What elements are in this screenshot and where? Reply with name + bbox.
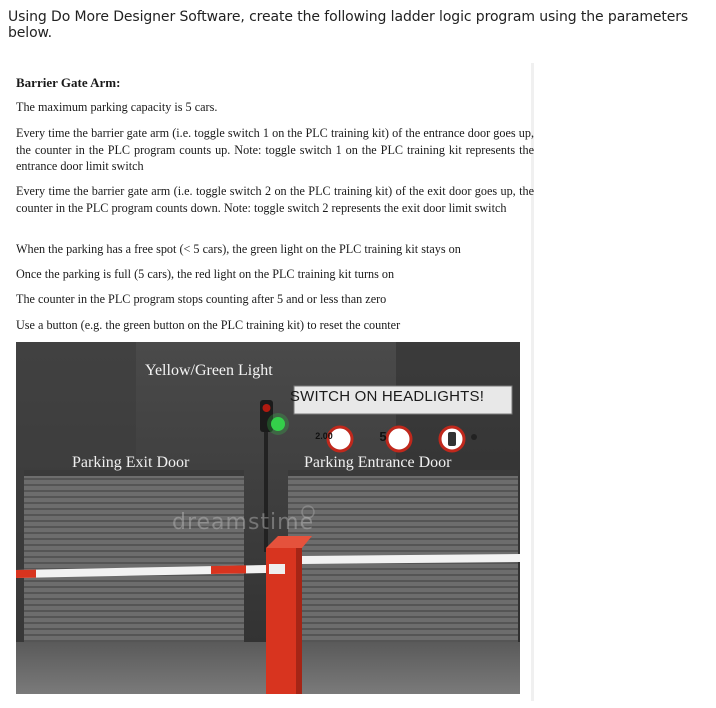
paragraph-capacity: The maximum parking capacity is 5 cars. [16,100,218,114]
traffic-light-red [263,404,271,412]
paragraph-reset: Use a button (e.g. the green button on the PLC training kit) to reset the counter [16,318,401,332]
paragraph-full: Once the parking is full (5 cars), the red light on the PLC training kit turns on [16,267,395,281]
exit-shutter-door [24,475,244,642]
headlights-sign: SWITCH ON HEADLIGHTS! [289,388,485,405]
paragraph-free-spot: When the parking has a free spot (< 5 cars), the green light on the PLC training kit stays on [16,242,461,256]
dreamstime-watermark: dreamstime [172,510,315,535]
yellow-green-light-label: Yellow/Green Light [145,362,273,379]
entrance-door-label: Parking Entrance Door [304,454,452,471]
paragraph-limits: The counter in the PLC program stops counting after 5 and or less than zero [16,292,387,306]
question-text: Using Do More Designer Software, create the following ladder logic program using the parameters below. [8,9,689,41]
exit-door-label: Parking Exit Door [72,454,190,471]
height-limit-value: 2.00 [315,431,333,441]
paragraph-entrance: Every time the barrier gate arm (i.e. toggle switch 1 on the PLC training kit) of the entrance door goes up, the counter in the PLC program counts up. Note: toggle switch 1 on the PLC training kit represents the entrance door limit switch [16,126,534,173]
speed-limit-value: 5 [379,429,387,444]
parking-gate-photo [16,342,520,694]
paragraph-exit: Every time the barrier gate arm (i.e. toggle switch 2 on the PLC training kit) of the exit door goes up, the counter in the PLC program counts down. Note: toggle switch 2 represents the exit door limit switch [16,184,534,215]
document-title: Barrier Gate Arm: [16,75,121,90]
